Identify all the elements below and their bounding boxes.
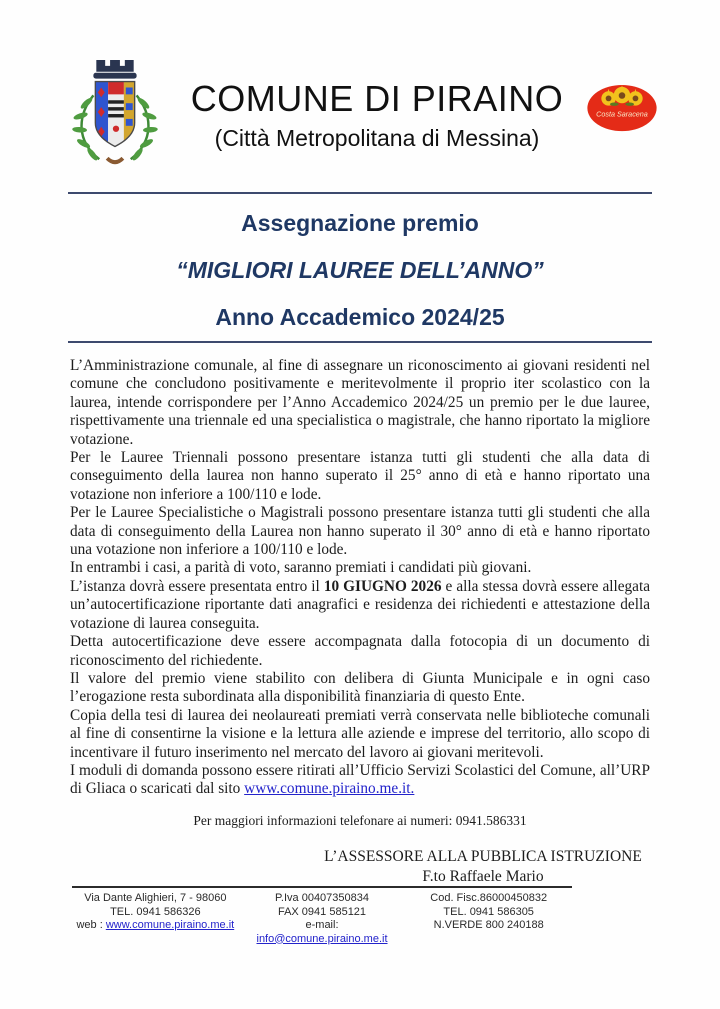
notice-type: Assegnazione premio: [241, 210, 479, 236]
paragraph-lauree-triennali: Per le Lauree Triennali possono presentare istanza tutti gli studenti che alla data di conseguimento della laurea non hanno superato il 25° anno di età e hanno riportato una votazione non inferiore a 100/110 e lode.: [70, 449, 650, 503]
notice-body: [70, 357, 650, 799]
signature-block: [308, 847, 658, 887]
footer-cod-fisc: Cod. Fisc.86000450832: [430, 892, 548, 904]
footer-fax: FAX 0941 585121: [277, 905, 367, 918]
footer-contact-column: [405, 892, 572, 946]
footer-address-column: [72, 892, 239, 946]
footer-address: Via Dante Alighieri, 7 - 98060: [84, 892, 227, 904]
paragraph-lauree-magistrali: Per le Lauree Specialistiche o Magistrali possono presentare istanza tutti gli studenti che alla data di conseguimento della Laurea non hanno superato il 30° anno di età e hanno riportato una votazione non inferiore a 100/110 e lode.: [70, 504, 650, 559]
footer-divider: [72, 886, 572, 888]
comune-website-link[interactable]: www.comune.piraino.me.it.: [244, 780, 415, 798]
phone-info-line: Per maggiori informazioni telefonare ai numeri: 0941.586331: [193, 812, 527, 828]
deadline-date: 10 GIUGNO 2026: [323, 577, 442, 595]
paragraph-moduli: [70, 762, 650, 799]
paragraph-parita-voto: In entrambi i casi, a parità di voto, saranno premiati i candidati più giovani.: [70, 559, 532, 577]
deadline-text-pre: L’istanza dovrà essere presentata entro il: [70, 577, 324, 595]
costa-saracena-logo-icon: [586, 84, 658, 134]
footer-tel-2: TEL. 0941 586305: [443, 905, 534, 918]
paragraph-copia-tesi: Copia della tesi di laurea dei neolaureati premiati verrà conservata nelle biblioteche comunali al fine di consentirne la visione e la lettura alle aziende e imprese del territorio, allo scopo di incentivare il futuro inserimento nel mercato del lavoro ai giovani meritevoli.: [70, 706, 650, 761]
signature-name: F.to Raffaele Mario: [422, 867, 544, 885]
academic-year: Anno Accademico 2024/25: [215, 304, 505, 330]
paragraph-autocertificazione: Detta autocertificazione deve essere accompagnata dalla fotocopia di un documento di riconoscimento del richiedente.: [70, 633, 650, 669]
footer-email-link[interactable]: info@comune.piraino.me.it: [256, 932, 388, 945]
paragraph-intro: L’Amministrazione comunale, al fine di assegnare un riconoscimento ai giovani residenti nel comune che concludono positivamente e meritevolmente il proprio iter scolastico con la laurea, intende corrispondere per l’Anno Accademico 2024/25 un premio per le due lauree, rispettivamente una triennale ed una specialistica o magistrale, che hanno riportato la migliore votazione.: [70, 357, 650, 448]
signature-role: L’ASSESSORE ALLA PUBBLICA ISTRUZIONE: [324, 847, 642, 865]
paragraph-valore-premio: Il valore del premio viene stabilito con delibera di Giunta Municipale e in ogni caso l’erogazione resta subordinata alla disponibilità finanziaria di questo Ente.: [70, 669, 650, 706]
footer-tel-1: TEL. 0941 586326: [110, 905, 201, 918]
footer-fiscal-column: [239, 892, 406, 946]
footer: [72, 886, 572, 946]
notice-title-block: [0, 194, 720, 341]
notice-title: “MIGLIORI LAUREE DELL’ANNO”: [176, 257, 544, 283]
letterhead: [0, 0, 720, 172]
moduli-text: I moduli di domanda possono essere ritirati all’Ufficio Servizi Scolastici del Comune, all’URP di Gliaca o scaricati dal sito: [70, 761, 650, 798]
footer-web-row: [72, 919, 239, 933]
deadline-text-post: e alla stessa dovrà essere allegata un’autocertificazione riportante dati anagrafici e residenza dei richiedenti e attestazione della votazione di laurea conseguita.: [70, 577, 651, 632]
title-divider: [68, 341, 652, 343]
paragraph-scadenza: [70, 578, 650, 633]
comune-subtitle: (Città Metropolitana di Messina): [214, 125, 540, 151]
comune-name: COMUNE DI PIRAINO: [190, 78, 564, 119]
coat-of-arms-icon: [62, 58, 168, 172]
footer-web-label: web :: [76, 919, 106, 931]
footer-email-row: [239, 919, 406, 946]
letterhead-text: [168, 78, 586, 152]
footer-piva: P.Iva 00407350834: [275, 892, 369, 904]
footer-numero-verde: N.VERDE 800 240188: [433, 919, 544, 931]
footer-email-label: e-mail:: [305, 919, 339, 931]
footer-website-link[interactable]: www.comune.piraino.me.it: [105, 919, 235, 931]
logo-caption: Costa Saracena: [596, 109, 648, 119]
